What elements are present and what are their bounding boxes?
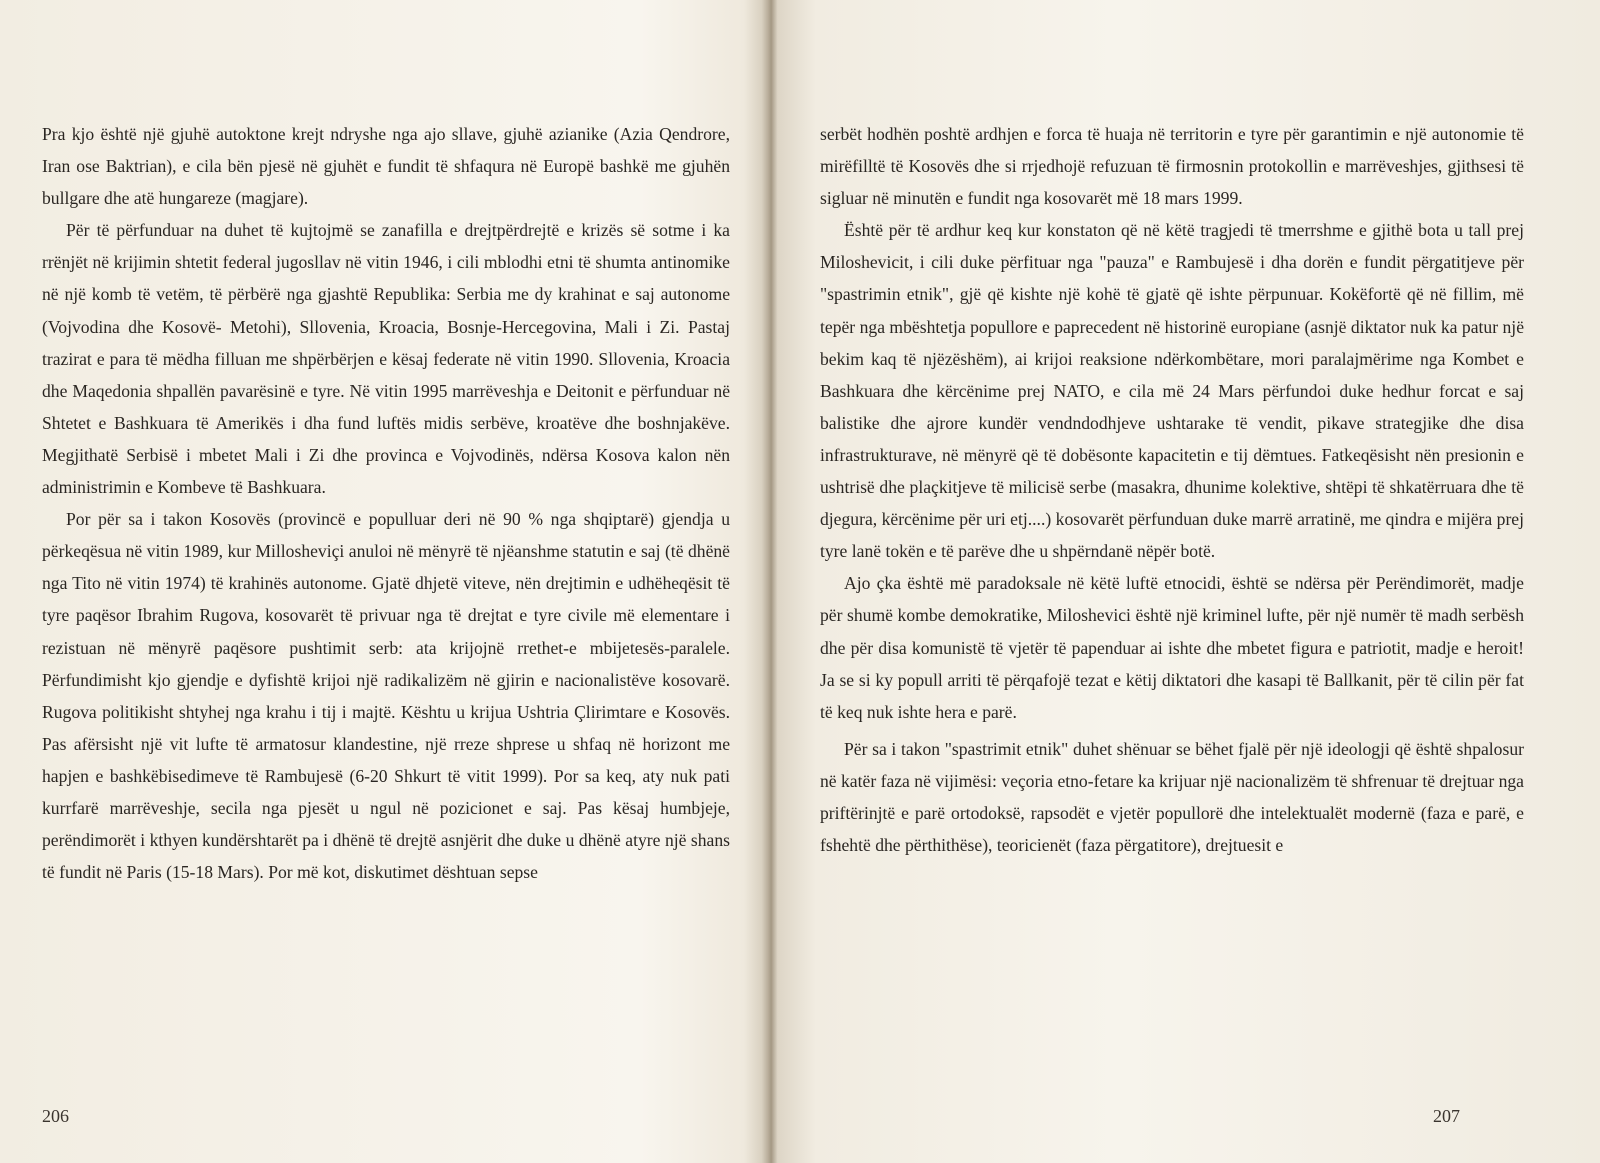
paragraph: Pra kjo është një gjuhë autoktone krejt ndryshe nga ajo sllave, gjuhë azianike (Azia Qendrore, Iran ose Baktrian), e cila bën pjesë në gjuhët e fundit të shfaqura në Europë bashkë me gjuhën bullgare dhe atë hungareze (magjare).: [42, 124, 730, 209]
paragraph: Ajo çka është më paradoksale në këtë luftë etnocidi, është se ndërsa për Perëndimorët, madje për shumë kombe demokratike, Miloshevici është një kriminel lufte, për një numër të madh serbësh dhe për disa komunistë të vjetër të papenduar ai ishte dhe mbetet figura e patriotit, madje e heroit! Ja se si ky popull arriti të përqafojë tezat e këtij diktatori dhe kasapi të Ballkanit, për të cilin për fat të keq nuk ishte hera e parë.: [820, 573, 1524, 722]
paragraph: Por për sa i takon Kosovës (provincë e populluar deri në 90 % nga shqiptarë) gjendja u përkeqësua në vitin 1989, kur Millosheviçi anuloi në mënyrë të njëanshme statutin e saj (të dhënë nga Tito në vitin 1974) të krahinës autonome. Gjatë dhjetë viteve, nën drejtimin e udhëheqësit të tyre paqësor Ibrahim Rugova, kosovarët të privuar nga të drejtat e tyre civile më elementare i rezistuan në mënyrë paqësore pushtimit serb: ata krijojnë rrethet-e mbijetesës-paralele. Përfundimisht kjo gjendje e dyfishtë krijoi një radikalizëm në gjirin e nacionalistëve kosovarë. Rugova politikisht shtyhej nga krahu i tij i majtë. Kështu u krijua Ushtria Çlirimtare e Kosovës. Pas afërsisht një vit lufte të armatosur klandestine, një rreze shprese u shfaq në horizont me hapjen e bashkëbisedimeve të Rambujesë (6-20 Shkurt të vitit 1999). Por sa keq, aty nuk pati kurrfarë marrëveshje, secila nga pjesët u ngul në pozicionet e saj. Pas kësaj humbjeje, perëndimorët i kthyen kundërshtarët pa i dhënë të drejtë asnjërit dhe duke u dhënë atyre një shans të fundit në Paris (15-18 Mars). Por më kot, diskutimet dështuan sepse: [42, 509, 730, 883]
paragraph: serbët hodhën poshtë ardhjen e forca të huaja në territorin e tyre për garantimin e një autonomie të mirëfilltë të Kosovës dhe si rrjedhojë refuzuan të firmosnin protokollin e marrëveshjes, gjithsesi të sigluar në minutën e fundit nga kosovarët më 18 mars 1999.: [820, 124, 1524, 209]
page-number: 206: [42, 1106, 69, 1126]
page-number: 207: [1433, 1106, 1460, 1126]
right-page: [778, 0, 1600, 1163]
left-page-text: [42, 118, 730, 888]
paragraph: Për sa i takon "spastrimit etnik" duhet shënuar se bëhet fjalë për një ideologji që është shpalosur në katër faza në vijimësi: veçoria etno-fetare ka krijuar një nacionalizëm të shfrenuar të drejtuar nga priftërinjtë e parë ortodoksë, rapsodët e vjetër popullorë dhe intelektualët modernë (faza e parë, e fshehtë dhe përthithëse), teoricienët (faza përgatitore), drejtuesit e: [820, 738, 1524, 856]
paragraph: Është për të ardhur keq kur konstaton që në këtë tragjedi të tmerrshme e gjithë bota u tall prej Miloshevicit, i cili duke përfituar nga "pauza" e Rambujesë i dha dorën e fundit përgatitjeve për "spastrimin etnik", gjë që kishte një kohë të gjatë që ishte përpunuar. Kokëfortë që në fillim, më tepër nga mbështetja popullore e paprecedent në historinë europiane (asnjë diktator nuk ka patur një bekim kaq të njëzëshëm), ai krijoi reaksione ndërkombëtare, mori paralajmërime nga Kombet e Bashkuara dhe kërcënime prej NATO, e cila më 24 Mars përfundoi duke hedhur forcat e saj balistike dhe ajrore kundër vendndodhjeve ushtarake të vendit, pikave strategjike dhe disa infrastrukturave, në mënyrë që të dobësonte kapacitetin e tij dëmtues. Fatkeqësisht nën presionin e ushtrisë dhe plaçkitjeve të milicisë serbe (masakra, dhunime kolektive, shtëpi të shkatërruara dhe të djegura, kërcënime për uri etj....) kosovarët përfunduan duke marrë arratinë, me qindra e mijëra prej tyre lanë tokën e të parëve dhe u shpërndanë nëpër botë.: [820, 220, 1524, 562]
right-page-text: [820, 118, 1524, 861]
paragraph: Për të përfunduar na duhet të kujtojmë se zanafilla e drejtpërdrejtë e krizës së sotme i ka rrënjët në krijimin shtetit federal jugosllav në vitin 1946, i cili mblodhi etni të shumta antinomike në një komb të vetëm, të përbërë nga gjashtë Republika: Serbia me dy krahinat e saj autonome (Vojvodina dhe Kosovë- Metohi), Sllovenia, Kroacia, Bosnje-Hercegovina, Mali i Zi. Pastaj trazirat e para të mëdha filluan me shpërbërjen e kësaj federate në vitin 1990. Sllovenia, Kroacia dhe Maqedonia shpallën pavarësinë e tyre. Në vitin 1995 marrëveshja e Deitonit e përfunduar në Shtetet e Bashkuara të Amerikës i dha fund luftës midis serbëve, kroatëve dhe boshnjakëve. Megjithatë Serbisë i mbetet Mali i Zi dhe provinca e Vojvodinës, ndërsa Kosova kalon nën administrimin e Kombeve të Bashkuara.: [42, 220, 730, 498]
left-page: [0, 0, 764, 1163]
